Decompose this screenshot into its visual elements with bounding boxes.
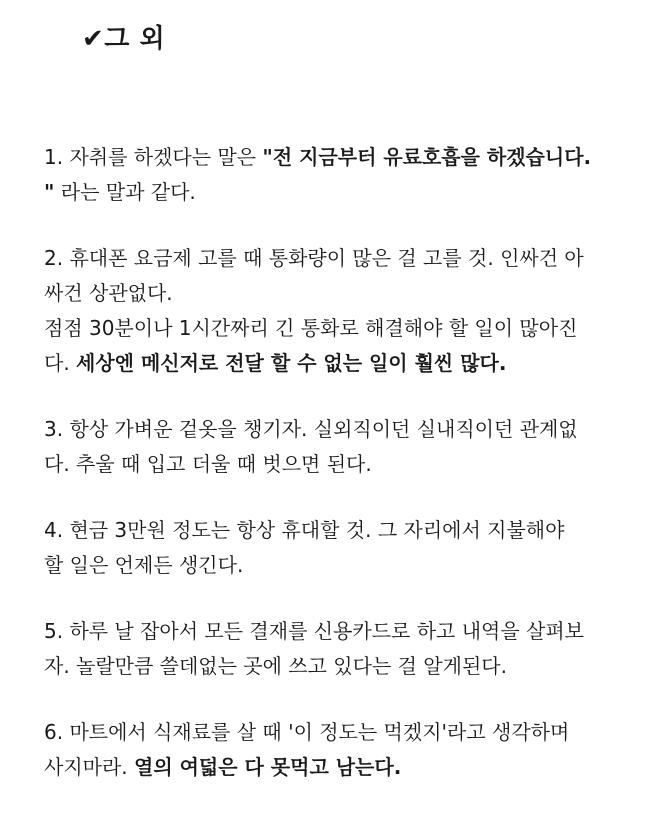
tip-item-2 [44,241,644,381]
bold-text: " [44,180,55,204]
tip-item-1 [44,140,644,210]
bold-text: "전 지금부터 유료호흡을 하겠습니다. [262,145,592,169]
tip-line [44,649,644,684]
text-segment: 2. 휴대폰 요금제 고를 때 통화량이 많은 걸 고를 것. 인싸건 아 [44,246,584,270]
text-segment: 할 일은 언제든 생긴다. [44,553,244,577]
text-segment: 다. 추울 때 입고 더울 때 벗으면 된다. [44,452,372,476]
text-segment: 다. [44,351,77,375]
tip-item-4 [44,513,644,583]
text-segment: 자. 놀랄만큼 쓸데없는 곳에 쓰고 있다는 걸 알게된다. [44,654,507,678]
text-segment: 6. 마트에서 식재료를 살 때 '이 정도는 먹겠지'라고 생각하며 [44,720,570,744]
tip-line [44,241,644,276]
tip-line [44,614,644,649]
tip-line [44,346,644,381]
tip-line [44,513,644,548]
tip-line [44,447,644,482]
tip-line [44,276,644,311]
text-segment: 싸건 상관없다. [44,281,173,305]
tip-line [44,311,644,346]
tip-item-3 [44,412,644,482]
text-segment: 사지마라. [44,755,134,779]
tip-item-5 [44,614,644,684]
tip-line [44,140,644,175]
tip-line [44,175,644,210]
tip-line [44,715,644,750]
bold-text: 열의 여덟은 다 못먹고 남는다. [134,755,402,779]
tip-item-6 [44,715,644,785]
tips-list [44,140,644,816]
text-segment: 3. 항상 가벼운 겉옷을 챙기자. 실외직이던 실내직이던 관계없 [44,417,578,441]
text-segment: 4. 현금 3만원 정도는 항상 휴대할 것. 그 자리에서 지불해야 [44,518,565,542]
tip-line [44,548,644,583]
tip-line [44,412,644,447]
text-segment: 1. 자취를 하겠다는 말은 [44,145,263,169]
text-segment: 라는 말과 같다. [54,180,196,204]
bold-text: 세상엔 메신저로 전달 할 수 없는 일이 훨씬 많다. [76,351,507,375]
section-heading: ✔그 외 [82,24,166,54]
tip-line [44,750,644,785]
text-segment: 점점 30분이나 1시간짜리 긴 통화로 해결해야 할 일이 많아진 [44,316,578,340]
text-segment: 5. 하루 날 잡아서 모든 결재를 신용카드로 하고 내역을 살펴보 [44,619,584,643]
